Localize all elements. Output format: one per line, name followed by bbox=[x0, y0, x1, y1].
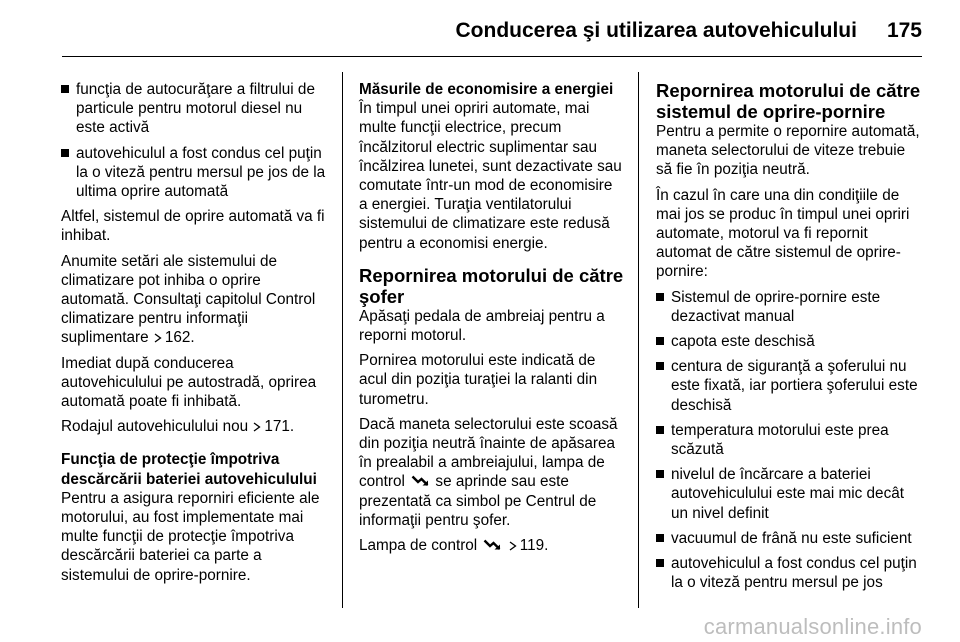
paragraph: Pentru a permite o repornire automată, maneta selectorului de viteze trebuie să fie în poziţia neutră. bbox=[656, 123, 920, 179]
list-item: temperatura motorului este prea scăzută bbox=[656, 421, 922, 459]
page-reference-link[interactable]: 119. bbox=[519, 537, 549, 555]
paragraph-text: Anumite setări ale sistemului de climatizare pot inhiba o oprire automată. Consultaţi capitolul Control climatizare pentru informaţii suplimentare bbox=[61, 252, 316, 347]
column-divider bbox=[342, 72, 343, 608]
list-item: capota este deschisă bbox=[656, 332, 922, 351]
page-header bbox=[456, 14, 922, 48]
page-reference-arrow-icon bbox=[509, 541, 517, 551]
header-rule bbox=[62, 56, 922, 57]
list-item: autovehiculul a fost condus cel puţin la o viteză pentru mersul pe jos de la ultima oprire automată bbox=[61, 144, 327, 202]
column-3 bbox=[656, 80, 922, 598]
paragraph-text: Lampa de control bbox=[359, 537, 478, 555]
paragraph: Apăsaţi pedala de ambreiaj pentru a reporni motorul. bbox=[359, 307, 605, 345]
paragraph: În cazul în care una din condiţiile de mai jos se produc în timpul unei opriri automate, motorul va fi repornit automat de către sistemul de oprire-pornire: bbox=[656, 186, 910, 281]
list-item: vacuumul de frână nu este suficient bbox=[656, 529, 922, 548]
list-item: centura de siguranţă a şoferului nu este fixată, iar portiera şoferului este deschisă bbox=[656, 357, 922, 415]
subheading: Funcţia de protecţie împotriva descărcării bateriei autovehiculului bbox=[61, 451, 317, 488]
page-reference-link[interactable]: 171. bbox=[264, 418, 295, 436]
list-item: Sistemul de oprire-pornire este dezactivat manual bbox=[656, 288, 922, 326]
paragraph bbox=[359, 536, 625, 555]
column-divider bbox=[638, 72, 639, 608]
section-heading: Repornirea motorului de către sistemul de oprire-pornire bbox=[656, 80, 921, 122]
section-heading: Repornirea motorului de către şofer bbox=[359, 264, 624, 307]
paragraph bbox=[61, 252, 327, 348]
page-reference-arrow-icon bbox=[253, 422, 261, 432]
paragraph bbox=[61, 417, 327, 436]
paragraph-text: Dacă maneta selectorului este scoasă din poziţia neutră înainte de apăsarea în prealabil a ambreiajului, lampa de control bbox=[359, 415, 618, 491]
page-header-title: Conducerea şi utilizarea autovehiculului bbox=[455, 19, 857, 42]
condition-list bbox=[656, 288, 922, 593]
page-reference-arrow-icon bbox=[154, 333, 162, 343]
paragraph: Altfel, sistemul de oprire automată va fi inhibat. bbox=[61, 208, 325, 245]
list-item: autovehiculul a fost condus cel puţin la o viteză pentru mersul pe jos bbox=[656, 554, 922, 592]
paragraph-text: Rodajul autovehiculului nou bbox=[61, 418, 249, 436]
column-1 bbox=[61, 80, 327, 591]
column-2 bbox=[359, 80, 625, 561]
engine-start-stop-lamp-icon bbox=[483, 539, 501, 551]
page-reference-link[interactable]: 162. bbox=[164, 329, 195, 347]
list-item: nivelul de încărcare a bateriei autovehiculului este mai mic decât un nivel definit bbox=[656, 465, 922, 523]
paragraph-text: se aprinde sau este prezentată ca simbol pe Centrul de informaţii pentru şofer. bbox=[359, 473, 597, 529]
paragraph: În timpul unei opriri automate, mai multe funcţii electrice, precum încălzitorul electric suplimentar sau încălzirea lunetei, sunt dezactivate sau comutate într-un mod de economisire a energiei. Turaţia ventilatorului sistemului de climatizare este redusă pentru a economisi energie. bbox=[359, 100, 622, 252]
engine-start-stop-lamp-icon bbox=[411, 475, 429, 487]
subheading: Măsurile de economisire a energiei bbox=[359, 81, 614, 98]
condition-list bbox=[61, 80, 327, 201]
list-item: funcţia de autocurăţare a filtrului de particule pentru motorul diesel nu este activă bbox=[61, 80, 327, 138]
paragraph: Imediat după conducerea autovehiculului pe autostradă, oprirea automată poate fi inhibată. bbox=[61, 354, 317, 411]
watermark: carmanualsonline.info bbox=[703, 614, 922, 639]
paragraph: Pentru a asigura reporniri eficiente ale motorului, au fost implementate mai multe funcţii de protecţie împotriva descărcării bateriei ca parte a sistemului de oprire-pornire. bbox=[61, 489, 320, 584]
paragraph: Pornirea motorului este indicată de acul din poziţia turaţiei la ralanti din turometru. bbox=[359, 352, 598, 408]
paragraph bbox=[359, 415, 625, 530]
page-number: 175 bbox=[886, 19, 922, 42]
